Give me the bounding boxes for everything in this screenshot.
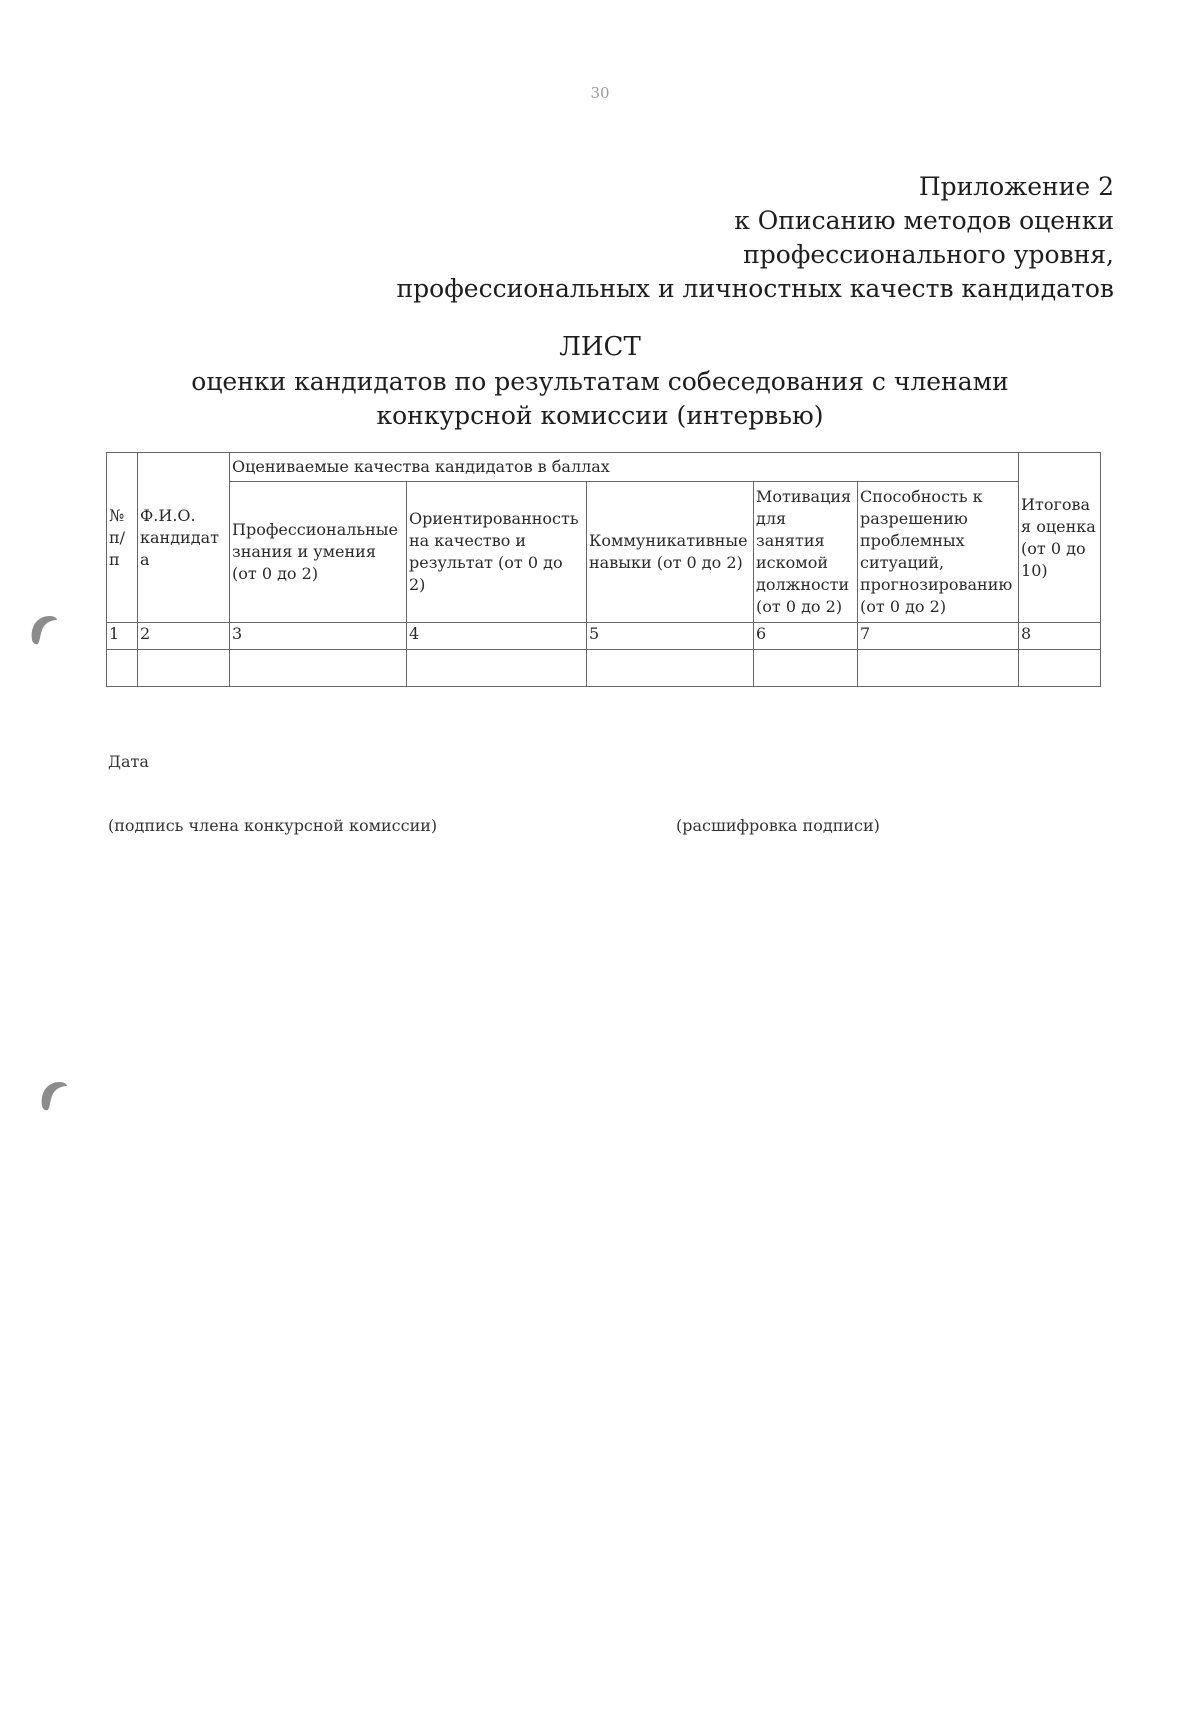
column-number: 7 [858, 623, 1019, 650]
empty-cell [407, 650, 587, 687]
punch-hole-mark [28, 612, 58, 646]
appendix-line-4: профессиональных и личностных качеств кандидатов [396, 274, 1114, 303]
signature-label: (подпись члена конкурсной комиссии) [108, 816, 438, 835]
column-number: 3 [230, 623, 407, 650]
column-number-row [107, 623, 1101, 650]
date-label: Дата [108, 752, 149, 771]
group-header: Оцениваемые качества кандидатов в баллах [230, 453, 1019, 482]
criterion-header-problem-solving: Способность к разрешению проблемных ситуаций, прогнозированию (от 0 до 2) [858, 482, 1019, 623]
signature-decode-label: (расшифровка подписи) [676, 816, 880, 835]
sheet-title: ЛИСТ [559, 332, 641, 362]
empty-cell [858, 650, 1019, 687]
empty-cell [138, 650, 230, 687]
criterion-header-quality-orientation: Ориентированность на качество и результат (от 0 до 2) [407, 482, 587, 623]
empty-cell [587, 650, 754, 687]
criterion-header-communication: Коммуникативные навыки (от 0 до 2) [587, 482, 754, 623]
page-number: 30 [590, 84, 610, 102]
sheet-subtitle: оценки кандидатов по результатам собеседования с членами конкурсной комиссии (интервью) [191, 367, 1009, 430]
column-number: 8 [1019, 623, 1101, 650]
criterion-header-motivation: Мотивация для занятия искомой должности (от 0 до 2) [754, 482, 858, 623]
column-header-total: Итоговая оценка (от 0 до 10) [1019, 453, 1101, 623]
column-number: 2 [138, 623, 230, 650]
criterion-header-professional-knowledge: Профессиональные знания и умения (от 0 до 2) [230, 482, 407, 623]
column-number: 4 [407, 623, 587, 650]
column-number: 1 [107, 623, 138, 650]
punch-hole-mark [38, 1078, 68, 1112]
empty-entry-row [107, 650, 1101, 687]
appendix-line-1: Приложение 2 [918, 172, 1114, 201]
column-header-no: № п/п [107, 453, 138, 623]
empty-cell [107, 650, 138, 687]
empty-cell [754, 650, 858, 687]
appendix-line-3: профессионального уровня, [743, 240, 1114, 269]
evaluation-table [106, 452, 1101, 687]
empty-cell [230, 650, 407, 687]
column-number: 6 [754, 623, 858, 650]
column-header-fio: Ф.И.О. кандидата [138, 453, 230, 623]
appendix-header [396, 170, 1114, 306]
appendix-line-2: к Описанию методов оценки [734, 206, 1114, 235]
column-number: 5 [587, 623, 754, 650]
empty-cell [1019, 650, 1101, 687]
